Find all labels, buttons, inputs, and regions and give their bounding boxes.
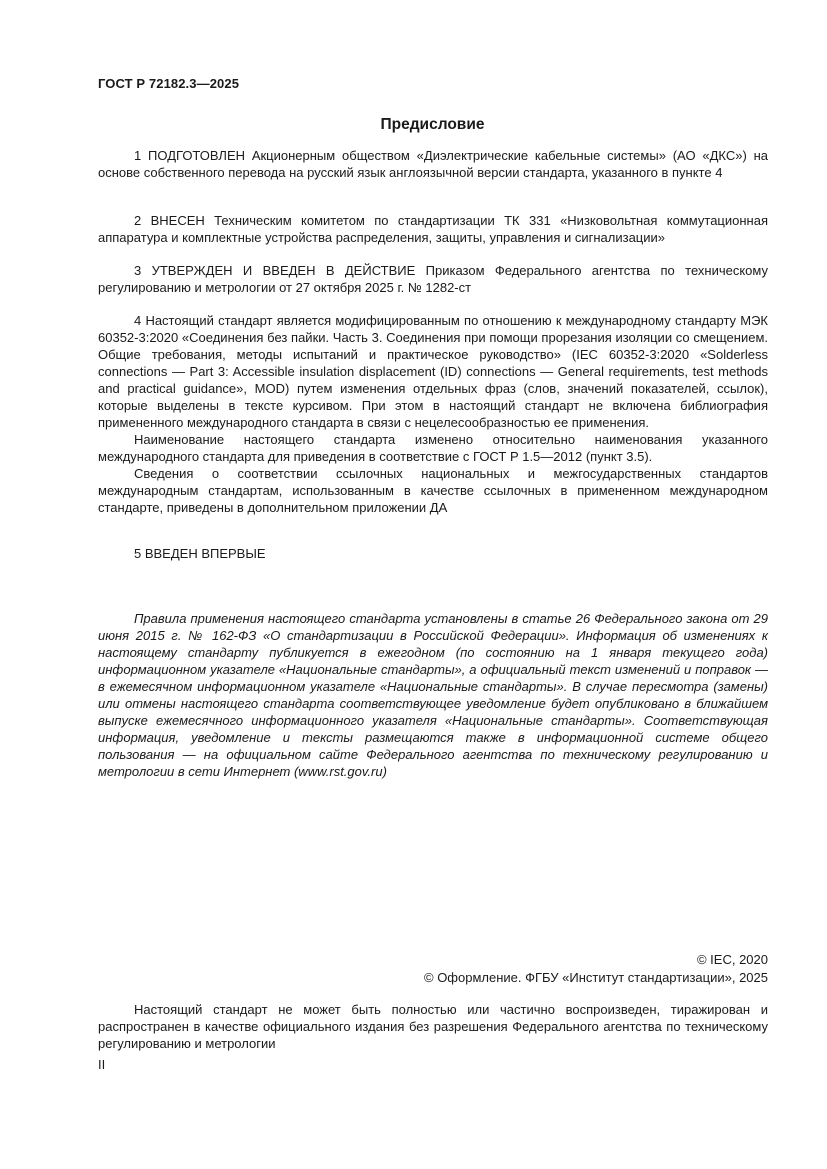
foreword-item-1 <box>98 147 768 181</box>
copyright-design: © Оформление. ФГБУ «Институт стандартизации», 2025 <box>424 970 768 985</box>
document-id-header: ГОСТ Р 72182.3—2025 <box>98 76 240 91</box>
copyright-block <box>268 951 768 987</box>
notice-paragraph: Правила применения настоящего стандарта установлены в статье 26 Федерального закона от 29 июня 2015 г. № 162-ФЗ «О стандартизации в Российской Федерации». Информация об изменениях к настоящему стандарту публикуется в ежегодном (по состоянию на 1 января текущего года) информационном указателе «Национальные стандарты», а официальный текст изменений и поправок — в ежемесячном информационном указателе «Национальные стандарты». В случае пересмотра (замены) или отмены настоящего стандарта соответствующее уведомление будет опубликовано в ближайшем выпуске ежемесячного информационного указателя «Национальные стандарты». Соответствующая информация, уведомление и тексты размещаются также в информационной системе общего пользования — на официальном сайте Федерального агентства по техническому регулированию и метрологии в сети Интернет (www.rst.gov.ru) <box>98 611 768 779</box>
application-rules-notice <box>98 610 768 780</box>
reproduction-notice <box>98 1001 768 1052</box>
foreword-paragraph: 4 Настоящий стандарт является модифицированным по отношению к международному стандарту МЭК 60352-3:2020 «Соединения без пайки. Часть 3. Соединения при помощи прорезания изоляции со смещением. Общие требования, методы испытаний и практическое руководство» (IEC 60352-3:2020 «Solderless connections — Part 3: Accessible insulation displacement (ID) connections — General requirements, test methods and practical guidance», MOD) путем изменения отдельных фраз (слов, значений показателей, ссылок), которые выделены в тексте курсивом. При этом в настоящий стандарт не включена библиография примененного международного стандарта в связи с нецелесообразностью ее применения. <box>98 313 768 430</box>
copyright-iec: © IEC, 2020 <box>696 952 768 967</box>
foreword-paragraph: 2 ВНЕСЕН Техническим комитетом по стандартизации ТК 331 «Низковольтная коммутационная аппаратура и комплектные устройства распределения, защиты, управления и сигнализации» <box>98 213 768 245</box>
page-number: II <box>98 1057 106 1072</box>
foreword-paragraph: Сведения о соответствии ссылочных национальных и межгосударственных стандартов международным стандартам, использованным в качестве ссылочных в примененном международном стандарте, приведены в дополнительном приложении ДА <box>98 466 768 515</box>
foreword-paragraph: 1 ПОДГОТОВЛЕН Акционерным обществом «Диэлектрические кабельные системы» (АО «ДКС») на основе собственного перевода на русский язык англоязычной версии стандарта, указанного в пункте 4 <box>98 148 768 180</box>
foreword-item-3 <box>98 262 768 296</box>
section-title: Предисловие <box>380 116 485 133</box>
reproduction-paragraph: Настоящий стандарт не может быть полностью или частично воспроизведен, тиражирован и распространен в качестве официального издания без разрешения Федерального агентства по техническому регулированию и метрологии <box>98 1002 768 1051</box>
foreword-item-4 <box>98 312 768 516</box>
foreword-paragraph: Наименование настоящего стандарта изменено относительно наименования указанного международного стандарта для приведения в соответствие с ГОСТ Р 1.5—2012 (пункт 3.5). <box>98 432 768 464</box>
foreword-item-5 <box>98 545 768 562</box>
foreword-item-2 <box>98 212 768 246</box>
foreword-paragraph: 5 ВВЕДЕН ВПЕРВЫЕ <box>134 546 266 561</box>
foreword-paragraph: 3 УТВЕРЖДЕН И ВВЕДЕН В ДЕЙСТВИЕ Приказом Федерального агентства по техническому регулированию и метрологии от 27 октября 2025 г. № 1282-ст <box>98 263 768 295</box>
